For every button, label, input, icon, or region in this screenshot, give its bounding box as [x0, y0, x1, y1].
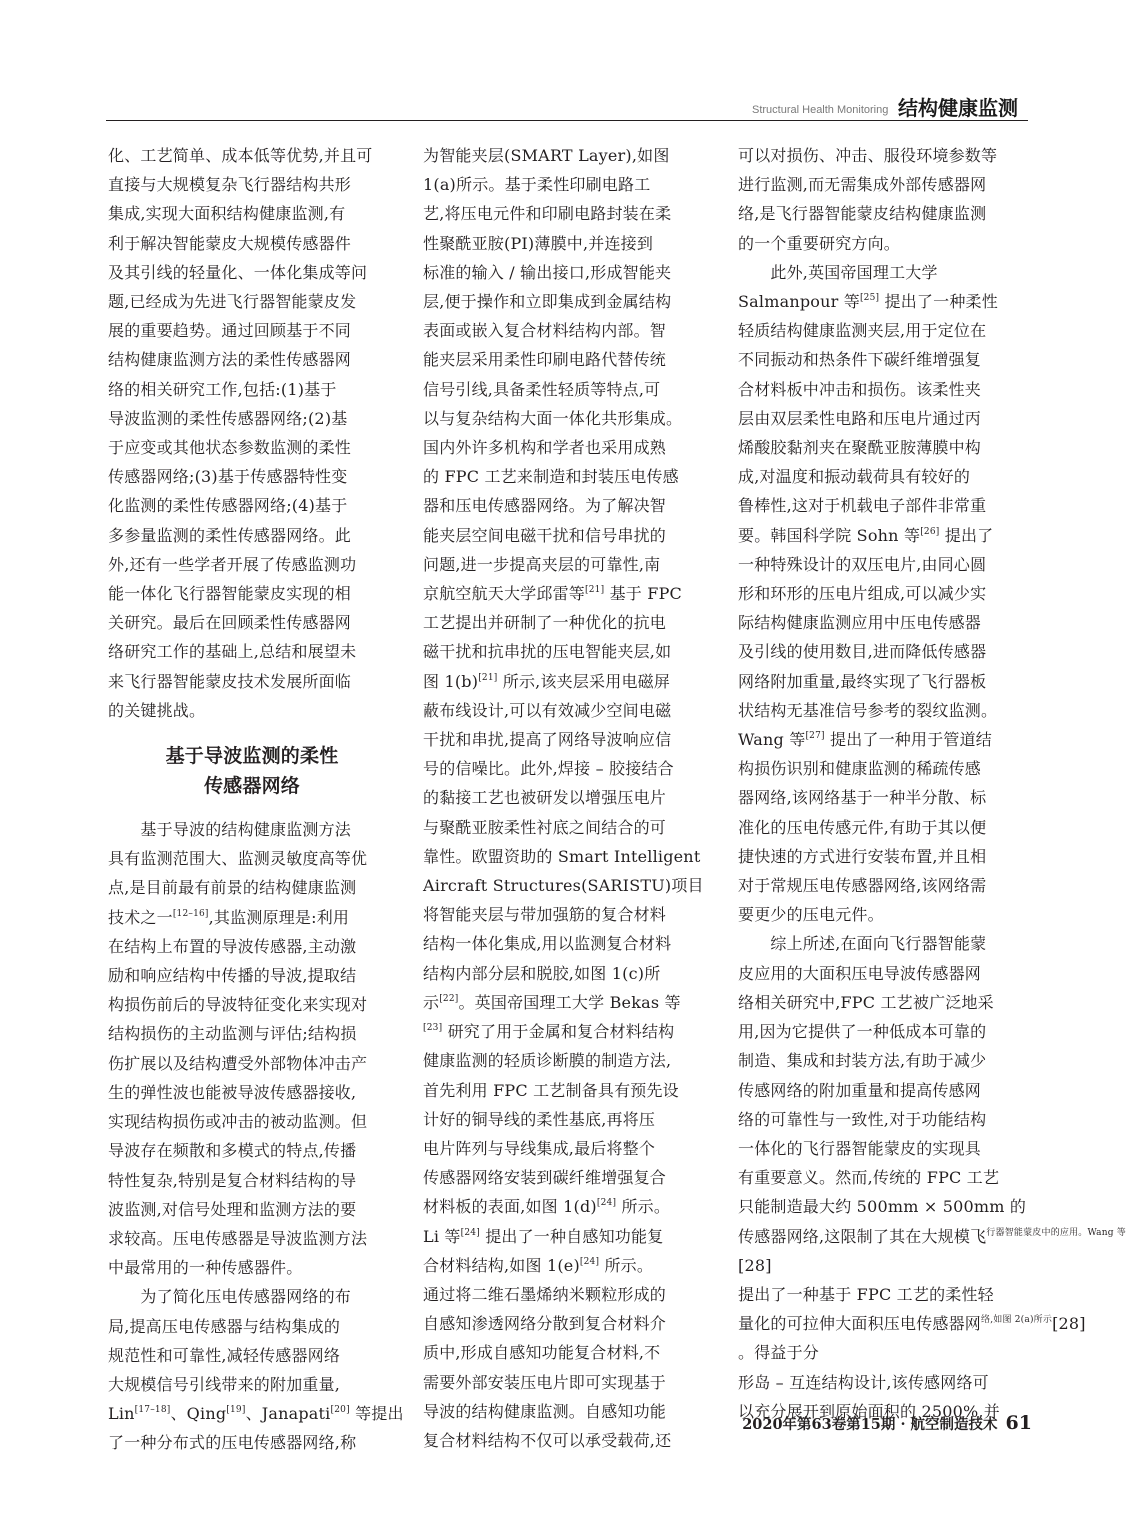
text-line: 需要外部安装压电片即可实现基于: [423, 1372, 667, 1392]
text-line: 结构健康监测方法的柔性传感器网: [108, 350, 352, 370]
text-run: Lin: [108, 1404, 135, 1424]
header-rule: [106, 120, 1028, 121]
text-line: 以与复杂结构大面一体化共形集成。: [423, 408, 683, 428]
page-footer: [722, 1412, 1032, 1434]
citation-ref: [19]: [226, 1405, 246, 1416]
citation-ref: [25]: [859, 293, 880, 304]
text-line: 层,便于操作和立即集成到金属结构: [423, 292, 672, 312]
text-line: 靠性。欧盟资助的 Smart Intelligent: [423, 846, 701, 866]
citation-ref: [21]: [478, 672, 498, 683]
text-line: 及引线的使用数目,进而降低传感器: [738, 642, 987, 662]
text-run: 、Janapati: [245, 1404, 331, 1424]
text-run: 提出了一种柔性: [879, 292, 998, 312]
text-line: [423, 988, 713, 1017]
text-run: ,其监测原理是:利用: [208, 907, 350, 927]
text-line: 利于解决智能蒙皮大规模传感器件: [108, 233, 352, 253]
text-line: 伤扩展以及结构遭受外部物体冲击产: [108, 1053, 368, 1073]
text-line: 国内外许多机构和学者也采用成熟: [423, 438, 667, 458]
text-run: 传感器网络,这限制了其在大规模飞: [738, 1226, 987, 1246]
text-line: 不同振动和热条件下碳纤维增强复: [738, 350, 982, 370]
text-line: 能夹层采用柔性印刷电路代替传统: [423, 350, 667, 370]
text-line: [423, 667, 713, 696]
text-line: 器网络,该网络基于一种半分散、标: [738, 788, 987, 808]
text-run: 提出了一种用于管道结: [824, 730, 993, 750]
text-line: 大规模信号引线带来的附加重量,: [108, 1374, 341, 1394]
text-line: 化、工艺简单、成本低等优势,并且可: [108, 146, 373, 165]
text-line: [108, 1399, 404, 1428]
text-line: 络,是飞行器智能蒙皮结构健康监测: [738, 204, 987, 224]
text-line: 基于导波的结构健康监测方法: [108, 820, 352, 840]
text-line: 首先利用 FPC 工艺制备具有预先设: [423, 1080, 679, 1100]
text-line: [738, 1309, 1086, 1338]
text-line: 的一个重要研究方向。: [738, 233, 901, 253]
text-line: 规范性和可靠性,减轻传感器网络: [108, 1345, 341, 1365]
citation-ref: [22]: [439, 993, 459, 1004]
text-line: 准化的压电传感元件,有助于其以便: [738, 817, 987, 837]
text-run: 所示。: [616, 1197, 671, 1217]
text-line: 的 FPC 工艺来制造和封装压电传感: [423, 467, 679, 487]
text-line: 性聚酰亚胺(PI)薄膜中,并连接到: [423, 233, 654, 253]
text-line: 点,是目前最有前景的结构健康监测: [108, 878, 357, 898]
text-line: 络研究工作的基础上,总结和展望未: [108, 642, 357, 662]
text-run: 所示,该夹层采用电磁屏: [497, 671, 671, 691]
text-line: 导波监测的柔性传感器网络;(2)基: [108, 408, 348, 428]
text-run: 提出了: [939, 525, 994, 545]
text-line: 了一种分布式的压电传感器网络,称: [108, 1433, 357, 1453]
text-run: 量化的可拉伸大面积压电传感器网: [738, 1314, 982, 1334]
text-line: 传感器网络安装到碳纤维增强复合: [423, 1168, 667, 1188]
text-line: 用,因为它提供了一种低成本可靠的: [738, 1022, 987, 1042]
text-line: Aircraft Structures(SARISTU)项目: [423, 876, 704, 896]
text-line: 号的信噪比。此外,焊接 – 胶接结合: [423, 759, 674, 779]
text-line: 烯酸胶黏剂夹在聚酰亚胺薄膜中构: [738, 438, 982, 458]
running-header-english: Structural Health Monitoring: [752, 104, 889, 116]
text-line: 为了简化压电传感器网络的布: [108, 1287, 352, 1307]
text-line: 1(a)所示。基于柔性印刷电路工: [423, 175, 651, 195]
text-line: 蔽布线设计,可以有效减少空间电磁: [423, 700, 672, 720]
text-line: 鲁棒性,这对于机载电子部件非常重: [738, 496, 987, 516]
text-line: 以充分展开到原始面积的 2500%,并: [738, 1401, 1000, 1421]
text-line: 能夹层空间电磁干扰和信号串扰的: [423, 525, 667, 545]
text-line: 网络附加重量,最终实现了飞行器板: [738, 671, 987, 691]
text-line: 提出了一种基于 FPC 工艺的柔性轻: [738, 1284, 994, 1304]
text-line: 传感器网络;(3)基于传感器特性变: [108, 467, 348, 487]
text-line: 器和压电传感器网络。为了解决智: [423, 496, 667, 516]
text-line: 题,已经成为先进飞行器智能蒙皮发: [108, 292, 357, 312]
text-line: 生的弹性波也能被导波传感器接收,: [108, 1082, 357, 1102]
text-line: 问题,进一步提高夹层的可靠性,南: [423, 554, 661, 574]
text-line: [28]: [738, 1255, 772, 1275]
text-line: 导波的结构健康监测。自感知功能: [423, 1401, 667, 1421]
text-line: 展的重要趋势。通过回顾基于不同: [108, 321, 352, 341]
text-line: 形和环形的压电片组成,可以减少实: [738, 584, 987, 604]
text-line: 干扰和串扰,提高了网络导波响应信: [423, 730, 672, 750]
text-line: 捷快速的方式进行安装布置,并且相: [738, 846, 987, 866]
citation-ref: [24]: [579, 1256, 600, 1267]
text-line: 的黏接工艺也被研发以增强压电片: [423, 788, 667, 808]
text-line: [108, 903, 396, 932]
text-run: 合材料结构,如图 1(e): [423, 1255, 580, 1275]
citation-ref: [17–18]: [134, 1405, 171, 1416]
text-run: Salmanpour 等: [738, 292, 860, 312]
text-line: 自感知渗透网络分散到复合材料介: [423, 1314, 667, 1334]
text-line: 工艺提出并研制了一种优化的抗电: [423, 613, 667, 633]
text-line: 皮应用的大面积压电导波传感器网: [738, 963, 982, 983]
journal-citation: 2020年第63卷第15期 · 航空制造技术: [742, 1416, 998, 1433]
text-line: 能一体化飞行器智能蒙皮实现的相: [108, 584, 352, 604]
page-number: 61: [1005, 1412, 1032, 1434]
text-line: 对于常规压电传感器网络,该网络需: [738, 876, 987, 896]
citation-ref: [24]: [460, 1227, 480, 1238]
text-line: 计好的铜导线的柔性基底,再将压: [423, 1109, 656, 1129]
text-run: 基于 FPC: [604, 584, 682, 604]
text-run: 所示。: [599, 1255, 654, 1275]
text-line: 艺,将压电元件和印刷电路封装在柔: [423, 204, 672, 224]
text-line: 只能制造最大约 500mm × 500mm 的: [738, 1197, 1027, 1217]
text-line: 电片阵列与导线集成,最后将整个: [423, 1138, 656, 1158]
text-line: 成,对温度和振动载荷具有较好的: [738, 467, 971, 487]
text-line: 结构损伤的主动监测与评估;结构损: [108, 1024, 357, 1044]
text-run: 图 1(b): [423, 671, 479, 691]
text-line: 关研究。最后在回顾柔性传感器网: [108, 613, 352, 633]
text-line: 实现结构损伤或冲击的被动监测。但: [108, 1112, 368, 1132]
text-line: 及其引线的轻量化、一体化集成等问: [108, 262, 368, 282]
text-line: 的关键挑战。: [108, 700, 206, 720]
text-run: 等提出: [349, 1404, 404, 1424]
text-line: 合材料板中冲击和损伤。该柔性夹: [738, 379, 982, 399]
section-heading-line-2: 传感器网络: [203, 775, 300, 798]
text-line: [423, 579, 713, 608]
text-run: 京航空航天大学邱雷等: [423, 584, 586, 604]
text-run: Li 等: [423, 1226, 461, 1246]
citation-ref: 行器智能蒙皮中的应用。Wang 等: [986, 1227, 1126, 1238]
section-heading: [108, 741, 396, 801]
text-line: 标准的输入 / 输出接口,形成智能夹: [423, 262, 672, 282]
text-line: 磁干扰和抗串扰的压电智能夹层,如: [423, 642, 672, 662]
text-line: 此外,英国帝国理工大学: [738, 262, 938, 282]
citation-ref: [26]: [920, 526, 940, 537]
text-line: [738, 287, 1028, 316]
text-line: 表面或嵌入复合材料结构内部。智: [423, 321, 667, 341]
text-column-1: [108, 141, 404, 1458]
text-line: 于应变或其他状态参数监测的柔性: [108, 438, 352, 458]
text-run: 。英国帝国理工大学 Bekas 等: [458, 992, 681, 1012]
citation-ref: [21]: [585, 585, 605, 596]
text-line: 通过将二维石墨烯纳米颗粒形成的: [423, 1284, 667, 1304]
text-line: 质中,形成自感知功能复合材料,不: [423, 1343, 661, 1363]
text-line: 要更少的压电元件。: [738, 905, 884, 925]
text-line: 特性复杂,特别是复合材料结构的导: [108, 1170, 357, 1190]
text-line: 络的相关研究工作,包括:(1)基于: [108, 379, 337, 399]
text-line: 络相关研究中,FPC 工艺被广泛地采: [738, 992, 994, 1012]
text-column-3: [738, 141, 1126, 1426]
text-line: 具有监测范围大、监测灵敏度高等优: [108, 849, 368, 869]
citation-ref: [20]: [330, 1405, 350, 1416]
text-line: 与聚酰亚胺柔性衬底之间结合的可: [423, 817, 667, 837]
text-line: 励和响应结构中传播的导波,提取结: [108, 966, 357, 986]
citation-ref: [27]: [805, 731, 825, 742]
text-line: 多参量监测的柔性传感器网络。此: [108, 525, 352, 545]
text-line: 一种特殊设计的双压电片,由同心圆: [738, 554, 987, 574]
text-line: [738, 725, 1028, 754]
citation-ref: [24]: [596, 1198, 617, 1209]
text-line: 波监测,对信号处理和监测方法的要: [108, 1199, 357, 1219]
text-line: [423, 1192, 713, 1221]
text-line: 化监测的柔性传感器网络;(4)基于: [108, 496, 348, 516]
text-line: 信号引线,具备柔性轻质等特点,可: [423, 379, 661, 399]
text-line: 有重要意义。然而,传统的 FPC 工艺: [738, 1168, 1000, 1188]
text-line: 局,提高压电传感器与结构集成的: [108, 1316, 341, 1336]
citation-ref: [23]: [423, 1023, 443, 1034]
text-line: [423, 1222, 713, 1251]
text-column-2: [423, 141, 713, 1455]
text-line: 在结构上布置的导波传感器,主动激: [108, 936, 357, 956]
text-run: 技术之一: [108, 907, 173, 927]
text-line: [423, 1017, 713, 1046]
text-line: 外,还有一些学者开展了传感监测功: [108, 554, 357, 574]
text-run: Wang 等: [738, 730, 806, 750]
text-line: 来飞行器智能蒙皮技术发展所面临: [108, 671, 352, 691]
text-line: [738, 1222, 1126, 1251]
text-line: 一体化的飞行器智能蒙皮的实现具: [738, 1138, 982, 1158]
text-line: 综上所述,在面向飞行器智能蒙: [738, 934, 987, 954]
text-line: 轻质结构健康监测夹层,用于定位在: [738, 321, 987, 341]
citation-ref: [12–16]: [172, 908, 209, 919]
text-line: 构损伤识别和健康监测的稀疏传感: [738, 759, 982, 779]
text-line: 际结构健康监测应用中压电传感器: [738, 613, 982, 633]
text-line: 层由双层柔性电路和压电片通过丙: [738, 408, 982, 428]
text-line: 络的可靠性与一致性,对于功能结构: [738, 1109, 987, 1129]
text-line: 求较高。压电传感器是导波监测方法: [108, 1228, 368, 1248]
text-line: 复合材料结构不仅可以承受载荷,还: [423, 1430, 672, 1450]
text-run: 、Qing: [170, 1404, 227, 1424]
text-line: 制造、集成和封装方法,有助于减少: [738, 1051, 987, 1071]
text-line: 传感网络的附加重量和提高传感网: [738, 1080, 982, 1100]
text-run: 要。韩国科学院 Sohn 等: [738, 525, 921, 545]
text-line: 结构一体化集成,用以监测复合材料: [423, 934, 672, 954]
section-heading-line-1: 基于导波监测的柔性: [165, 745, 339, 768]
text-line: 将智能夹层与带加强筋的复合材料: [423, 905, 667, 925]
text-line: 结构内部分层和脱胶,如图 1(c)所: [423, 963, 661, 983]
text-line: 中最常用的一种传感器件。: [108, 1258, 303, 1278]
text-line: 构损伤前后的导波特征变化来实现对: [108, 995, 368, 1015]
text-line: 状结构无基准信号参考的裂纹监测。: [738, 700, 998, 720]
text-line: 健康监测的轻质诊断膜的制造方法,: [423, 1051, 672, 1071]
text-line: 为智能夹层(SMART Layer),如图: [423, 146, 670, 165]
text-run: 示: [423, 992, 440, 1012]
text-line: [423, 1251, 713, 1280]
text-line: 可以对损伤、冲击、服役环境参数等: [738, 146, 998, 165]
text-line: 进行监测,而无需集成外部传感器网: [738, 175, 987, 195]
citation-ref: 络,如图 2(a)所示: [981, 1315, 1053, 1326]
running-header-chinese: 结构健康监测: [898, 96, 1018, 120]
text-line: 直接与大规模复杂飞行器结构共形: [108, 175, 352, 195]
text-line: [738, 521, 1028, 550]
text-line: 集成,实现大面积结构健康监测,有: [108, 204, 346, 224]
text-run: 材料板的表面,如图 1(d): [423, 1197, 597, 1217]
text-run: [28]: [1052, 1314, 1086, 1334]
text-line: 导波存在频散和多模式的特点,传播: [108, 1141, 357, 1161]
text-line: 。得益于分: [738, 1343, 820, 1363]
text-line: 形岛 – 互连结构设计,该传感网络可: [738, 1372, 989, 1392]
text-run: 提出了一种自感知功能复: [479, 1226, 664, 1246]
text-run: 研究了用于金属和复合材料结构: [442, 1022, 675, 1042]
